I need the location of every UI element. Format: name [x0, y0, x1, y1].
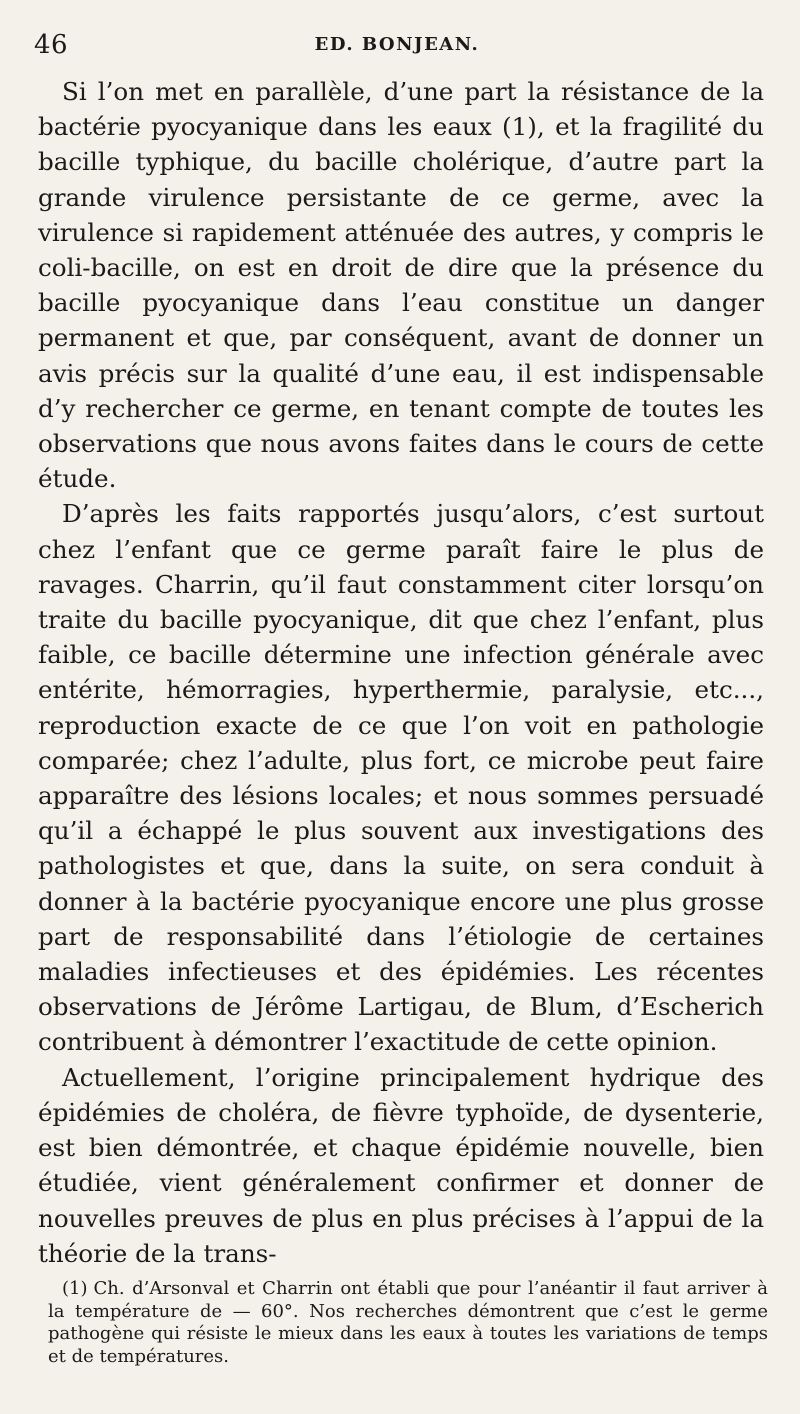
paragraph: Si l’on met en parallèle, d’une part la résistance de la bactérie pyocyanique dans les eaux (1), et la fragilité du bacille typhique, du bacille cholérique, d’autre part la grande virulence persistante de ce germe, avec la virulence si rapidement atténuée des autres, y compris le coli-bacille, on est en droit de dire que la présence du bacille pyocyanique dans l’eau constitue un danger permanent et que, par conséquent, avant de donner un avis précis sur la qualité d’une eau, il est indispensable d’y rechercher ce germe, en tenant compte de toutes les observations que nous avons faites dans le cours de cette étude. — [38, 77, 764, 494]
page-header — [34, 30, 760, 70]
footnote — [48, 1278, 768, 1368]
page-number: 46 — [34, 30, 69, 60]
running-head: ED. BONJEAN. — [314, 34, 480, 55]
footnote-mark: (1) — [62, 1278, 88, 1299]
paragraph: D’après les faits rapportés jusqu’alors, c’est surtout chez l’enfant que ce germe paraît faire le plus de ravages. Charrin, qu’il faut constamment citer lorsqu’on traite du bacille pyocyanique, dit que chez l’enfant, plus faible, ce bacille détermine une infection générale avec entérite, hémorragies, hyperthermie, paralysie, etc..., reproduction exacte de ce que l’on voit en pathologie comparée; chez l’adulte, plus fort, ce microbe peut faire apparaître des lésions locales; et nous sommes persuadé qu’il a échappé le plus souvent aux investigations des pathologistes et que, dans la suite, on sera conduit à donner à la bactérie pyocyanique encore une plus grosse part de responsabilité dans l’étiologie de certaines maladies infectieuses et des épidémies. Les récentes observations de Jérôme Lartigau, de Blum, d’Escherich contribuent à démontrer l’exactitude de cette opinion. — [38, 499, 764, 1057]
paragraph: Actuellement, l’origine principalement hydrique des épidémies de choléra, de fièvre typhoïde, de dysenterie, est bien démontrée, et chaque épidémie nouvelle, bien étudiée, vient généralement confirmer et donner de nouvelles preuves de plus en plus précises à l’appui de la théorie de la trans- — [38, 1062, 764, 1268]
body-text — [38, 74, 764, 1271]
footnote-paragraph — [48, 1278, 768, 1368]
footnote-text: Ch. d’Arsonval et Charrin ont établi que pour l’anéantir il faut arriver à la température de — 60°. Nos recherches démontrent que c’est le germe pathogène qui résiste le mieux dans les eaux à toutes les variations de temps et de températures. — [48, 1278, 768, 1367]
